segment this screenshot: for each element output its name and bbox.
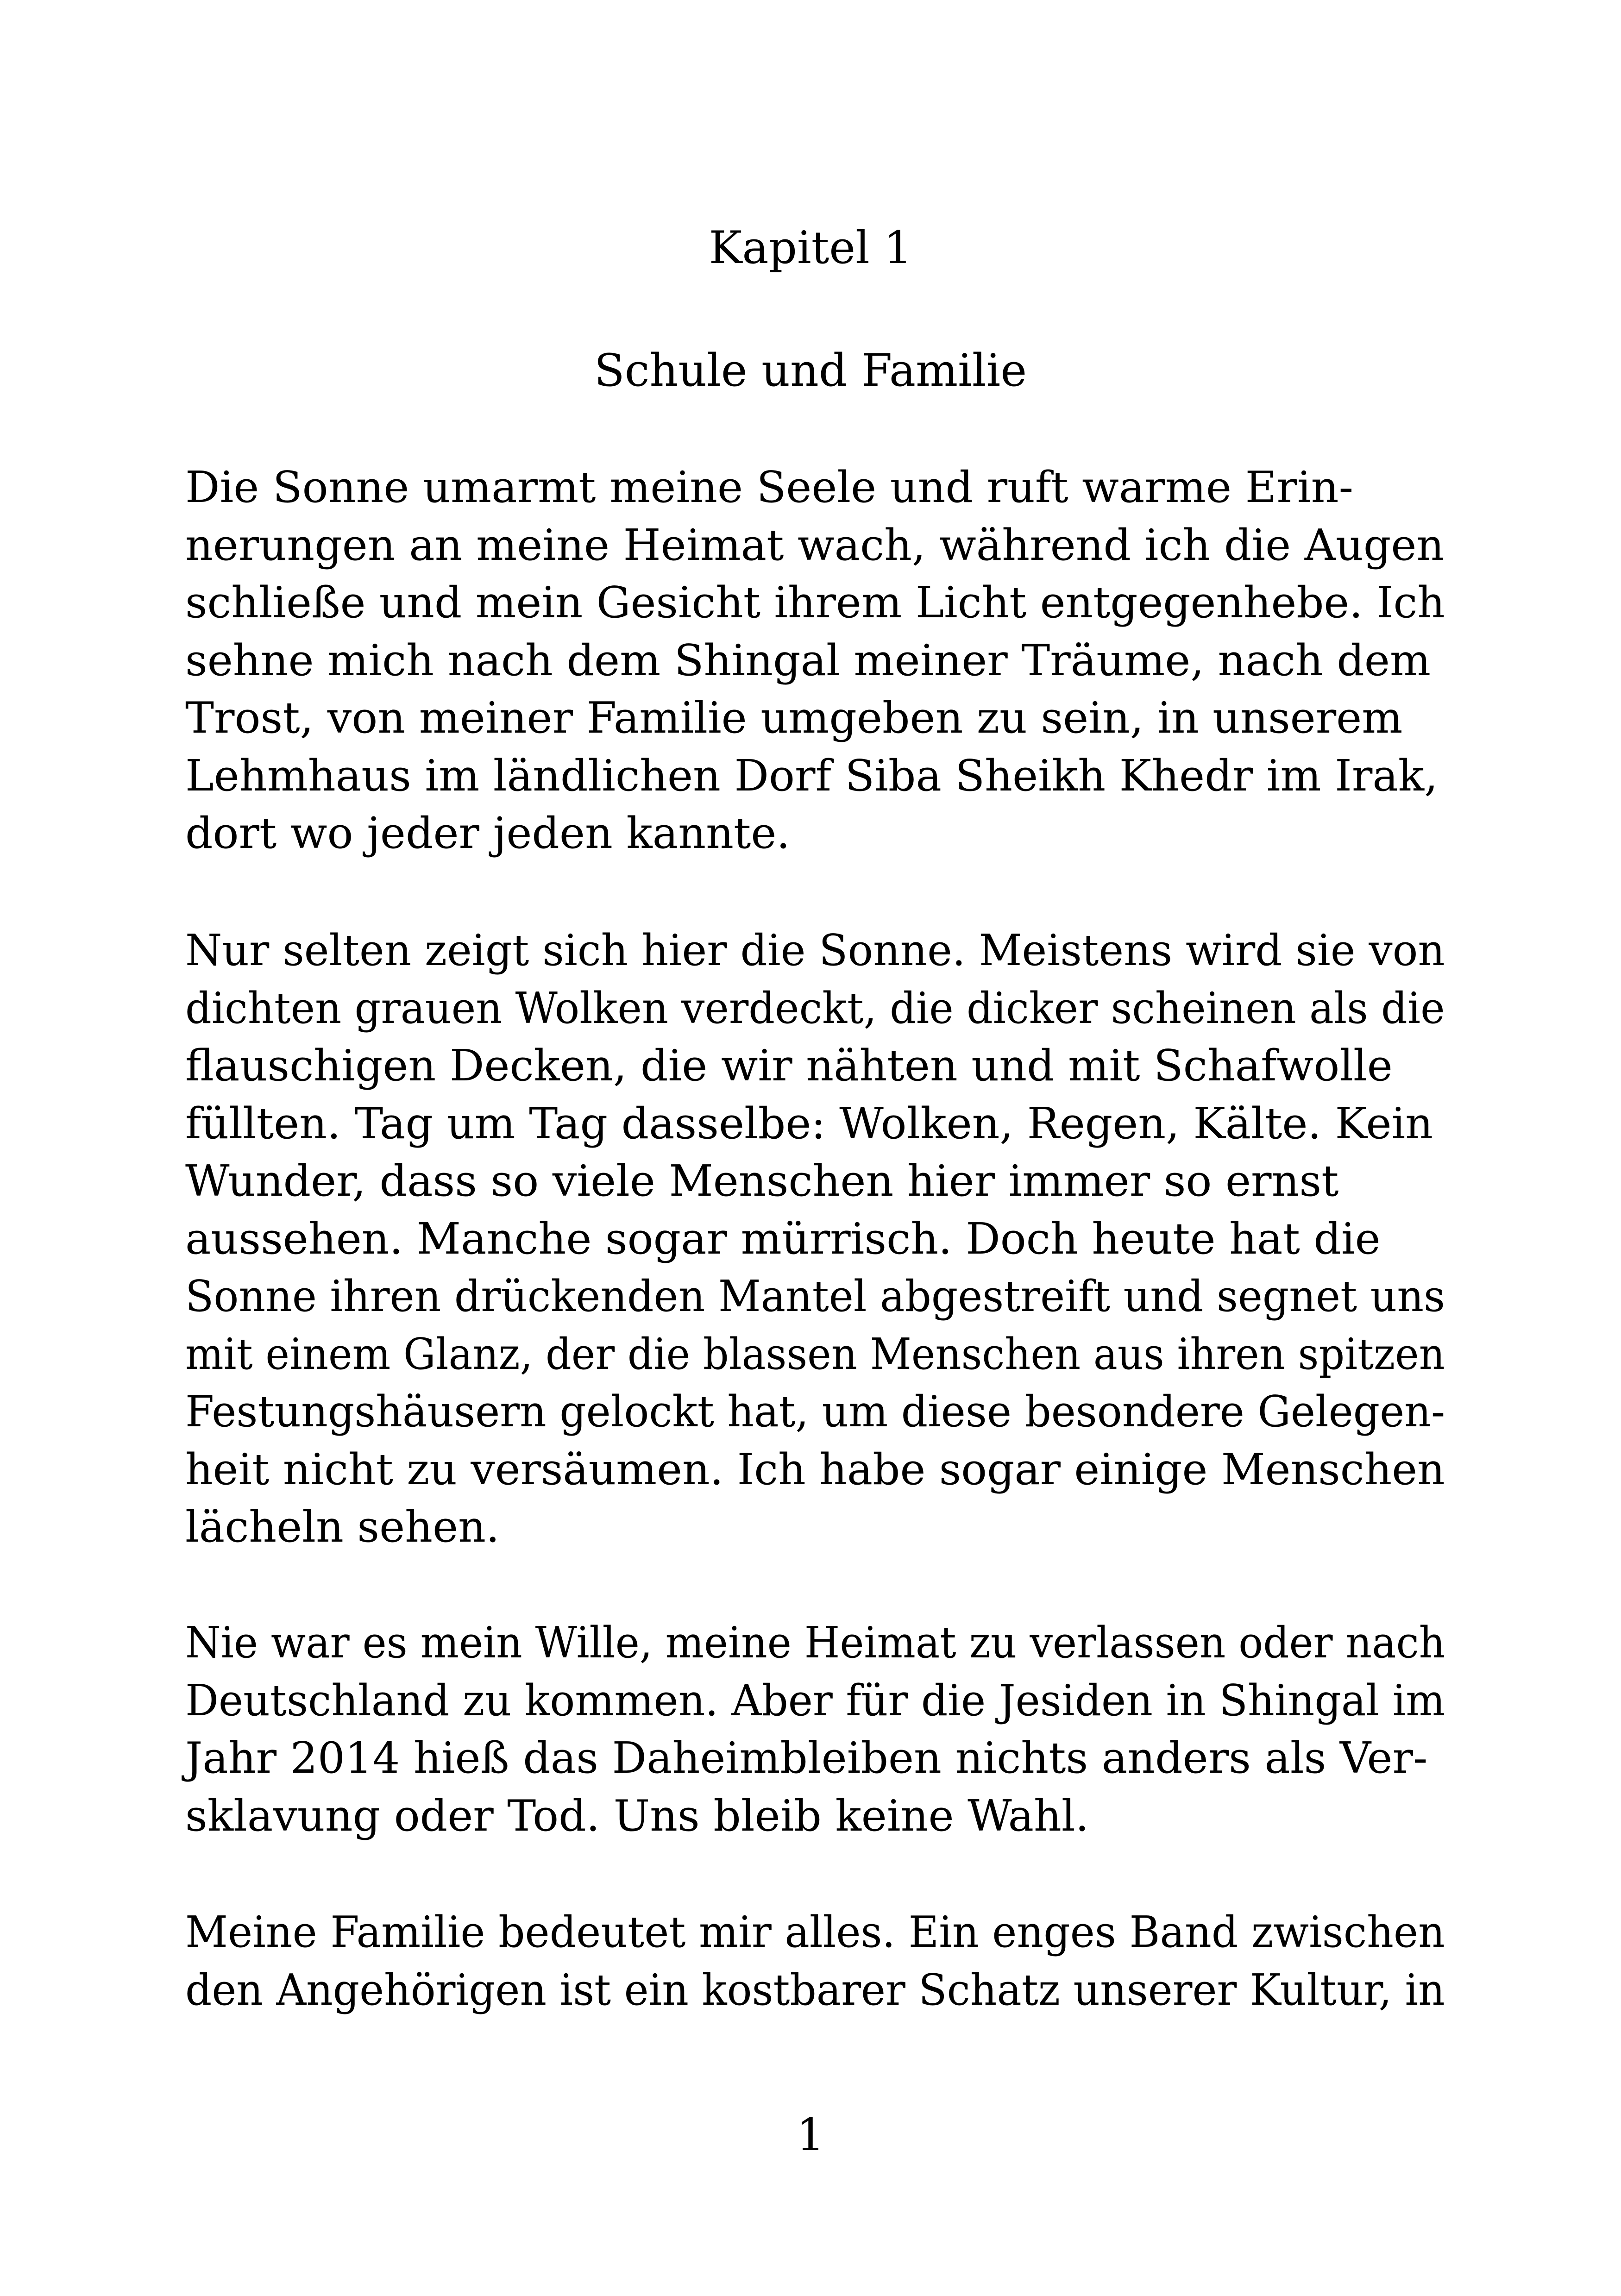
text-line: schließe und mein Gesicht ihrem Licht entgegenhebe. Ich [185,577,1445,627]
text-line: Lehmhaus im ländlichen Dorf Siba Sheikh Khedr im Irak, [185,750,1438,801]
text-line: heit nicht zu versäumen. Ich habe sogar einige Menschen [185,1444,1445,1494]
paragraph-2 [185,922,1445,1556]
text-line: aussehen. Manche sogar mürrisch. Doch heute hat die [185,1213,1381,1264]
text-line: dort wo jeder jeden kannte. [185,808,790,858]
text-line: Sonne ihren drückenden Mantel abgestreift und segnet uns [185,1271,1445,1321]
text-line: den Angehörigen ist ein kostbarer Schatz unserer Kultur, in [185,1964,1445,2015]
page-number: 1 [796,2109,825,2161]
text-line: dichten grauen Wolken verdeckt, die dicker scheinen als die [185,983,1445,1033]
paragraph-3 [185,1614,1445,1844]
text-line: Festungshäusern gelockt hat, um diese besondere Gelegen- [185,1386,1445,1437]
text-line: lächeln sehen. [185,1502,500,1552]
text-line: nerungen an meine Heimat wach, während ich die Augen [185,520,1445,570]
text-line: Jahr 2014 hieß das Daheimbleiben nichts anders als Ver- [185,1733,1428,1783]
text-line: sehne mich nach dem Shingal meiner Träume, nach dem [185,635,1431,685]
text-line: füllten. Tag um Tag dasselbe: Wolken, Regen, Kälte. Kein [185,1098,1433,1148]
text-line: Wunder, dass so viele Menschen hier immer so ernst [185,1156,1339,1206]
text-line: Trost, von meiner Familie umgeben zu sein, in unserem [185,693,1403,743]
text-line: sklavung oder Tod. Uns bleib keine Wahl. [185,1790,1089,1841]
text-line: Die Sonne umarmt meine Seele und ruft warme Erin- [185,462,1353,512]
chapter-title: Schule und Familie [594,345,1027,396]
text-line: Nur selten zeigt sich hier die Sonne. Meistens wird sie von [185,925,1445,975]
text-line: Deutschland zu kommen. Aber für die Jesiden in Shingal im [185,1675,1445,1725]
paragraph-1 [185,458,1445,862]
text-line: Nie war es mein Wille, meine Heimat zu verlassen oder nach [185,1618,1445,1668]
chapter-label: Kapitel 1 [709,222,912,274]
text-line: mit einem Glanz, der die blassen Menschen aus ihren spitzen [185,1329,1445,1379]
text-line: flauschigen Decken, die wir nähten und mit Schafwolle [185,1041,1393,1091]
text-line: Meine Familie bedeutet mir alles. Ein enges Band zwischen [185,1907,1445,1957]
paragraph-4 [185,1903,1445,2019]
